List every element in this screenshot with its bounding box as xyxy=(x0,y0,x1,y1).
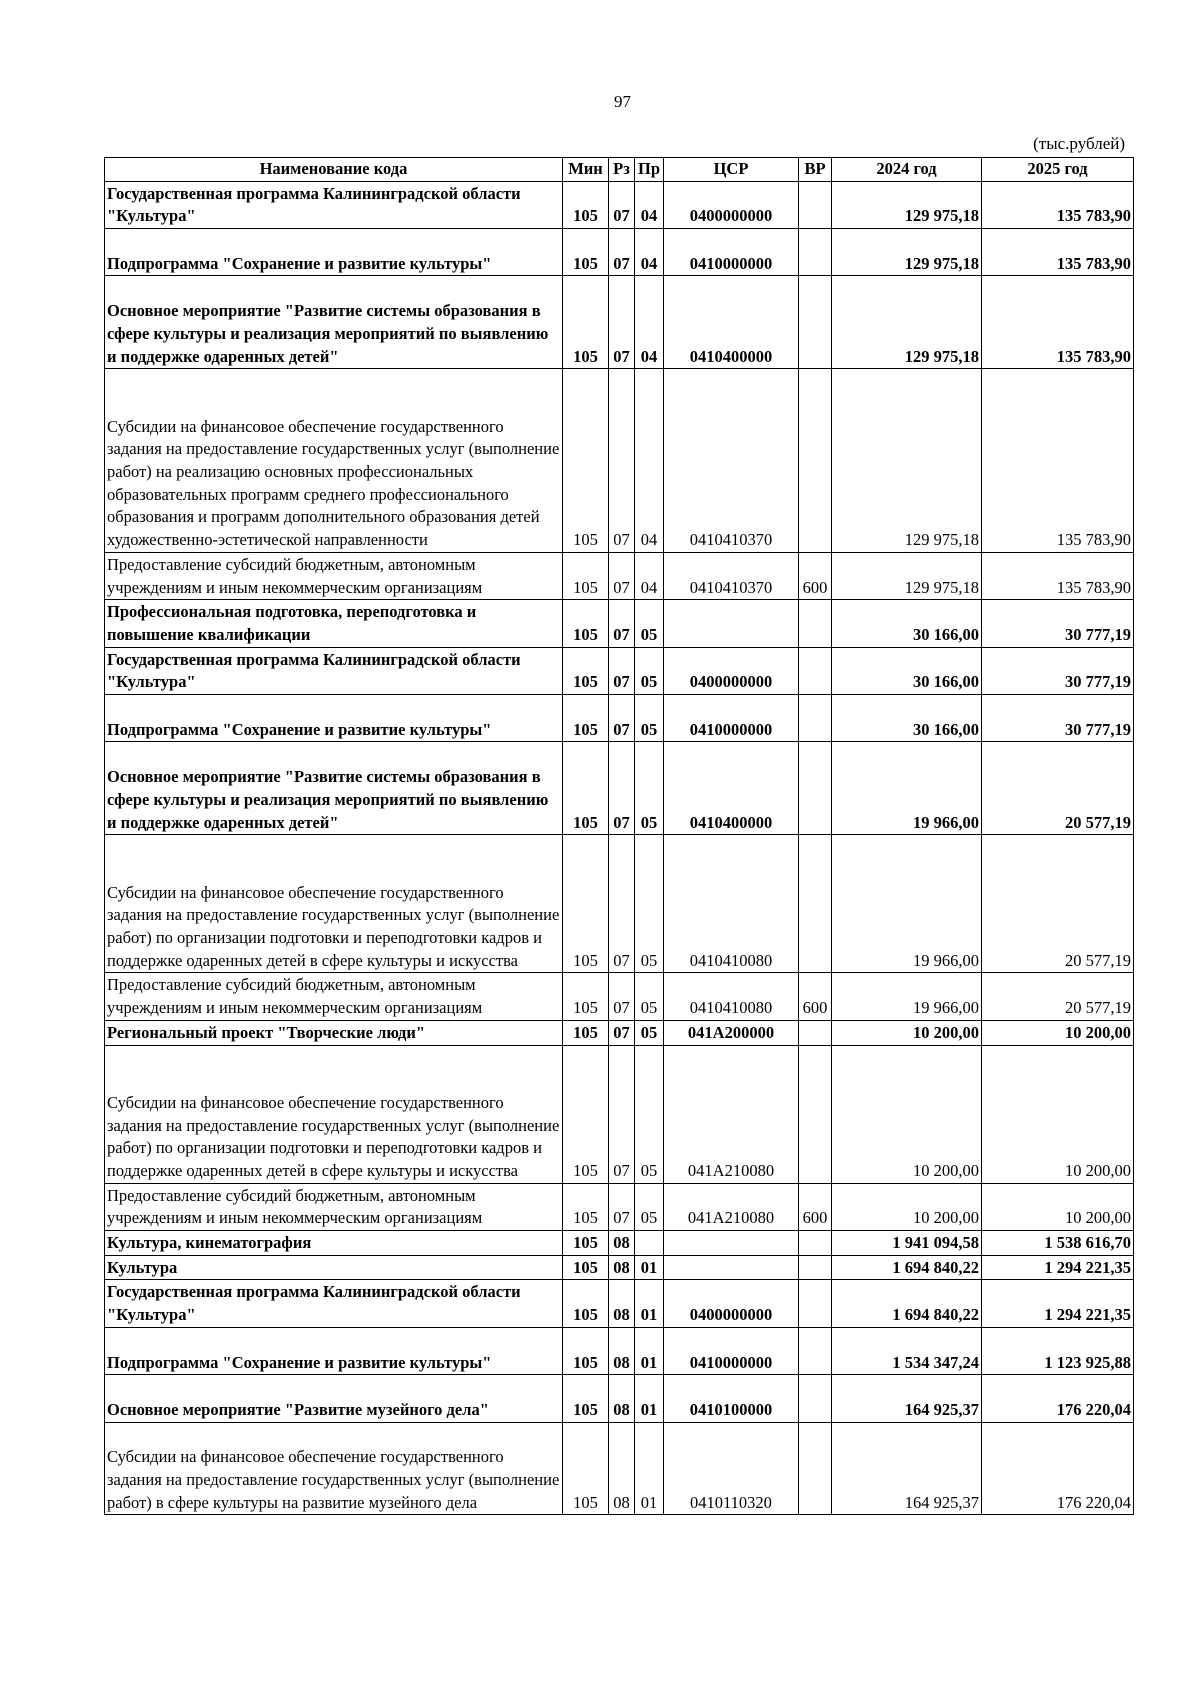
cell-rz: 07 xyxy=(609,1183,635,1230)
cell-rz: 07 xyxy=(609,181,635,228)
cell-name: Подпрограмма "Сохранение и развитие культуры" xyxy=(105,1327,563,1374)
cell-pr: 04 xyxy=(635,229,664,276)
cell-pr: 05 xyxy=(635,742,664,835)
cell-2024: 10 200,00 xyxy=(832,1183,982,1230)
cell-name: Государственная программа Калининградской области "Культура" xyxy=(105,181,563,228)
cell-rz: 07 xyxy=(609,1045,635,1183)
cell-csr: 0410410370 xyxy=(664,369,799,553)
cell-min: 105 xyxy=(563,973,609,1020)
cell-min: 105 xyxy=(563,1280,609,1327)
cell-csr: 0410410080 xyxy=(664,973,799,1020)
cell-pr: 04 xyxy=(635,181,664,228)
cell-name: Основное мероприятие "Развитие системы образования в сфере культуры и реализация мероприятий по выявлению и поддержке одаренных детей" xyxy=(105,276,563,369)
cell-2024: 30 166,00 xyxy=(832,695,982,742)
cell-2024: 30 166,00 xyxy=(832,647,982,694)
cell-2025: 20 577,19 xyxy=(982,742,1134,835)
cell-vr xyxy=(799,1020,832,1045)
header-csr: ЦСР xyxy=(664,158,799,182)
cell-min: 105 xyxy=(563,1183,609,1230)
cell-csr: 0400000000 xyxy=(664,1280,799,1327)
cell-csr: 041А200000 xyxy=(664,1020,799,1045)
header-pr: Пр xyxy=(635,158,664,182)
cell-2025: 1 294 221,35 xyxy=(982,1280,1134,1327)
cell-rz: 07 xyxy=(609,973,635,1020)
cell-2024: 1 694 840,22 xyxy=(832,1255,982,1280)
cell-rz: 07 xyxy=(609,1020,635,1045)
header-2025: 2025 год xyxy=(982,158,1134,182)
cell-2025: 1 123 925,88 xyxy=(982,1327,1134,1374)
cell-pr: 01 xyxy=(635,1280,664,1327)
cell-pr: 05 xyxy=(635,695,664,742)
cell-vr: 600 xyxy=(799,552,832,599)
header-name: Наименование кода xyxy=(105,158,563,182)
cell-csr: 041А210080 xyxy=(664,1183,799,1230)
table-row xyxy=(105,1231,1134,1256)
table-row xyxy=(105,1422,1134,1515)
cell-2024: 1 534 347,24 xyxy=(832,1327,982,1374)
cell-2025: 10 200,00 xyxy=(982,1045,1134,1183)
cell-name: Подпрограмма "Сохранение и развитие культуры" xyxy=(105,695,563,742)
cell-name: Профессиональная подготовка, переподготовка и повышение квалификации xyxy=(105,600,563,647)
cell-pr: 04 xyxy=(635,369,664,553)
cell-csr: 0410000000 xyxy=(664,1327,799,1374)
cell-2024: 19 966,00 xyxy=(832,742,982,835)
cell-csr: 0400000000 xyxy=(664,647,799,694)
table-row xyxy=(105,695,1134,742)
cell-pr: 05 xyxy=(635,1020,664,1045)
cell-2024: 129 975,18 xyxy=(832,552,982,599)
cell-min: 105 xyxy=(563,276,609,369)
cell-csr: 0410110320 xyxy=(664,1422,799,1515)
cell-2024: 164 925,37 xyxy=(832,1375,982,1422)
cell-rz: 07 xyxy=(609,742,635,835)
cell-name: Предоставление субсидий бюджетным, автономным учреждениям и иным некоммерческим организациям xyxy=(105,1183,563,1230)
header-2024: 2024 год xyxy=(832,158,982,182)
cell-2024: 10 200,00 xyxy=(832,1020,982,1045)
cell-min: 105 xyxy=(563,1020,609,1045)
cell-rz: 08 xyxy=(609,1375,635,1422)
cell-name: Субсидии на финансовое обеспечение государственного задания на предоставление государственных услуг (выполнение работ) в сфере культуры на развитие музейного дела xyxy=(105,1422,563,1515)
cell-rz: 07 xyxy=(609,552,635,599)
cell-2025: 20 577,19 xyxy=(982,835,1134,973)
cell-csr: 0410000000 xyxy=(664,695,799,742)
cell-pr: 01 xyxy=(635,1422,664,1515)
cell-csr: 0410000000 xyxy=(664,229,799,276)
table-row xyxy=(105,600,1134,647)
cell-2025: 20 577,19 xyxy=(982,973,1134,1020)
cell-csr: 041А210080 xyxy=(664,1045,799,1183)
cell-vr xyxy=(799,1231,832,1256)
cell-min: 105 xyxy=(563,1422,609,1515)
cell-rz: 07 xyxy=(609,276,635,369)
header-vr: ВР xyxy=(799,158,832,182)
cell-2024: 164 925,37 xyxy=(832,1422,982,1515)
cell-vr xyxy=(799,369,832,553)
cell-rz: 07 xyxy=(609,647,635,694)
cell-2025: 30 777,19 xyxy=(982,647,1134,694)
cell-min: 105 xyxy=(563,229,609,276)
cell-vr xyxy=(799,181,832,228)
table-row xyxy=(105,742,1134,835)
table-row xyxy=(105,647,1134,694)
cell-min: 105 xyxy=(563,1327,609,1374)
cell-rz: 07 xyxy=(609,369,635,553)
cell-vr xyxy=(799,1280,832,1327)
page-number: 97 xyxy=(614,92,631,111)
cell-vr: 600 xyxy=(799,1183,832,1230)
cell-csr xyxy=(664,1255,799,1280)
cell-2024: 129 975,18 xyxy=(832,181,982,228)
cell-pr: 04 xyxy=(635,552,664,599)
table-row xyxy=(105,1255,1134,1280)
table-row xyxy=(105,369,1134,553)
cell-vr xyxy=(799,1422,832,1515)
cell-min: 105 xyxy=(563,1255,609,1280)
cell-2025: 176 220,04 xyxy=(982,1375,1134,1422)
cell-rz: 08 xyxy=(609,1280,635,1327)
cell-pr: 01 xyxy=(635,1375,664,1422)
cell-csr xyxy=(664,1231,799,1256)
cell-rz: 07 xyxy=(609,695,635,742)
table-row xyxy=(105,1375,1134,1422)
cell-rz: 07 xyxy=(609,229,635,276)
cell-2025: 135 783,90 xyxy=(982,369,1134,553)
cell-vr xyxy=(799,600,832,647)
cell-min: 105 xyxy=(563,647,609,694)
cell-min: 105 xyxy=(563,1375,609,1422)
cell-name: Субсидии на финансовое обеспечение государственного задания на предоставление государственных услуг (выполнение работ) по организации подготовки и переподготовки кадров и поддержке одаренных детей в сфере культуры и искусства xyxy=(105,835,563,973)
table-row xyxy=(105,1045,1134,1183)
budget-table xyxy=(104,157,1134,1515)
table-row xyxy=(105,229,1134,276)
cell-name: Государственная программа Калининградской области "Культура" xyxy=(105,1280,563,1327)
cell-2025: 176 220,04 xyxy=(982,1422,1134,1515)
cell-2024: 129 975,18 xyxy=(832,229,982,276)
cell-rz: 07 xyxy=(609,835,635,973)
table-row xyxy=(105,276,1134,369)
cell-2024: 129 975,18 xyxy=(832,369,982,553)
cell-vr: 600 xyxy=(799,973,832,1020)
cell-min: 105 xyxy=(563,369,609,553)
cell-2025: 135 783,90 xyxy=(982,276,1134,369)
cell-2024: 129 975,18 xyxy=(832,276,982,369)
cell-vr xyxy=(799,276,832,369)
cell-csr: 0410400000 xyxy=(664,276,799,369)
header-rz: Рз xyxy=(609,158,635,182)
cell-pr: 01 xyxy=(635,1255,664,1280)
cell-2024: 30 166,00 xyxy=(832,600,982,647)
cell-csr: 0410410080 xyxy=(664,835,799,973)
cell-rz: 08 xyxy=(609,1255,635,1280)
cell-pr xyxy=(635,1231,664,1256)
cell-name: Подпрограмма "Сохранение и развитие культуры" xyxy=(105,229,563,276)
cell-vr xyxy=(799,229,832,276)
cell-name: Основное мероприятие "Развитие системы образования в сфере культуры и реализация мероприятий по выявлению и поддержке одаренных детей" xyxy=(105,742,563,835)
cell-csr: 0410100000 xyxy=(664,1375,799,1422)
cell-rz: 07 xyxy=(609,600,635,647)
cell-name: Предоставление субсидий бюджетным, автономным учреждениям и иным некоммерческим организациям xyxy=(105,973,563,1020)
cell-2025: 1 294 221,35 xyxy=(982,1255,1134,1280)
cell-csr xyxy=(664,600,799,647)
cell-2025: 30 777,19 xyxy=(982,600,1134,647)
cell-rz: 08 xyxy=(609,1327,635,1374)
cell-vr xyxy=(799,1255,832,1280)
cell-pr: 05 xyxy=(635,973,664,1020)
cell-pr: 05 xyxy=(635,1045,664,1183)
cell-pr: 05 xyxy=(635,647,664,694)
cell-2024: 10 200,00 xyxy=(832,1045,982,1183)
cell-vr xyxy=(799,742,832,835)
table-row xyxy=(105,1280,1134,1327)
cell-pr: 01 xyxy=(635,1327,664,1374)
cell-pr: 04 xyxy=(635,276,664,369)
cell-vr xyxy=(799,1375,832,1422)
cell-2025: 135 783,90 xyxy=(982,181,1134,228)
cell-rz: 08 xyxy=(609,1231,635,1256)
table-row xyxy=(105,1183,1134,1230)
cell-pr: 05 xyxy=(635,835,664,973)
cell-csr: 0410410370 xyxy=(664,552,799,599)
cell-2024: 19 966,00 xyxy=(832,973,982,1020)
cell-vr xyxy=(799,647,832,694)
cell-min: 105 xyxy=(563,742,609,835)
cell-vr xyxy=(799,1045,832,1183)
cell-2024: 1 694 840,22 xyxy=(832,1280,982,1327)
cell-2025: 30 777,19 xyxy=(982,695,1134,742)
cell-name: Субсидии на финансовое обеспечение государственного задания на предоставление государственных услуг (выполнение работ) по организации подготовки и переподготовки кадров и поддержке одаренных детей в сфере культуры и искусства xyxy=(105,1045,563,1183)
cell-min: 105 xyxy=(563,552,609,599)
cell-rz: 08 xyxy=(609,1422,635,1515)
table-row xyxy=(105,1020,1134,1045)
cell-min: 105 xyxy=(563,1045,609,1183)
cell-2025: 10 200,00 xyxy=(982,1183,1134,1230)
cell-name: Субсидии на финансовое обеспечение государственного задания на предоставление государственных услуг (выполнение работ) на реализацию основных профессиональных образовательных программ среднего профессионального образования и программ дополнительного образования детей художественно-эстетической направленности xyxy=(105,369,563,553)
table-row xyxy=(105,181,1134,228)
cell-name: Культура xyxy=(105,1255,563,1280)
cell-csr: 0410400000 xyxy=(664,742,799,835)
cell-min: 105 xyxy=(563,835,609,973)
cell-name: Культура, кинематография xyxy=(105,1231,563,1256)
cell-min: 105 xyxy=(563,600,609,647)
table-row xyxy=(105,552,1134,599)
cell-min: 105 xyxy=(563,1231,609,1256)
units-note: (тыс.рублей) xyxy=(1033,134,1125,153)
cell-name: Государственная программа Калининградской области "Культура" xyxy=(105,647,563,694)
cell-2025: 10 200,00 xyxy=(982,1020,1134,1045)
table-header-row xyxy=(105,158,1134,182)
header-min: Мин xyxy=(563,158,609,182)
cell-name: Региональный проект "Творческие люди" xyxy=(105,1020,563,1045)
cell-2024: 1 941 094,58 xyxy=(832,1231,982,1256)
cell-2025: 135 783,90 xyxy=(982,229,1134,276)
cell-csr: 0400000000 xyxy=(664,181,799,228)
cell-name: Предоставление субсидий бюджетным, автономным учреждениям и иным некоммерческим организациям xyxy=(105,552,563,599)
table-row xyxy=(105,1327,1134,1374)
cell-pr: 05 xyxy=(635,1183,664,1230)
cell-vr xyxy=(799,1327,832,1374)
cell-vr xyxy=(799,835,832,973)
cell-pr: 05 xyxy=(635,600,664,647)
cell-min: 105 xyxy=(563,695,609,742)
cell-vr xyxy=(799,695,832,742)
table-row xyxy=(105,973,1134,1020)
cell-name: Основное мероприятие "Развитие музейного дела" xyxy=(105,1375,563,1422)
cell-2025: 135 783,90 xyxy=(982,552,1134,599)
cell-2025: 1 538 616,70 xyxy=(982,1231,1134,1256)
table-row xyxy=(105,835,1134,973)
cell-min: 105 xyxy=(563,181,609,228)
cell-2024: 19 966,00 xyxy=(832,835,982,973)
